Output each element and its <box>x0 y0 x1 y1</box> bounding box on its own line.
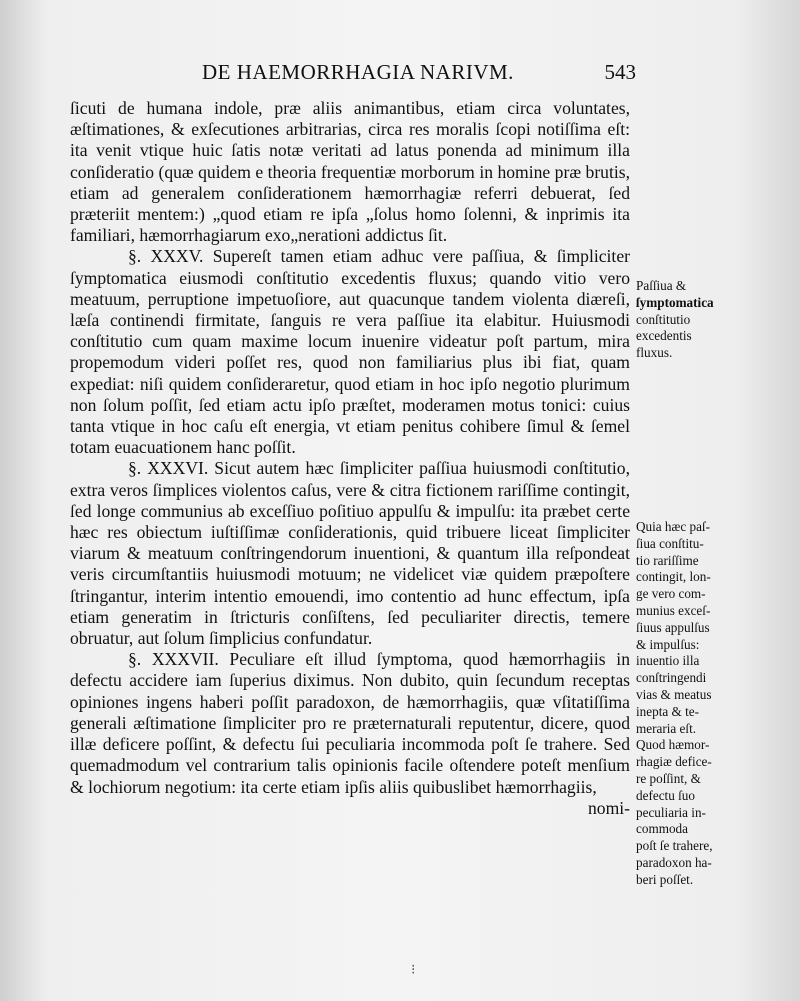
marginal-line: re poſſint, & <box>636 770 701 786</box>
marginal-line: contingit, lon- <box>636 569 711 585</box>
marginal-line: fluxus. <box>636 345 673 361</box>
marginal-line: Paſſiua & <box>636 278 687 293</box>
main-text <box>70 98 630 819</box>
marginal-line: commoda <box>636 821 689 837</box>
marginal-line: tio rariſſime <box>636 552 699 568</box>
marginal-line: Quod hæmor- <box>636 737 710 753</box>
marginal-line: ſiua conſtitu- <box>636 535 704 551</box>
marginal-line: inuentio illa <box>636 653 700 669</box>
paragraph-continuation: ſicuti de humana indole, præ aliis animantibus, etiam circa voluntates, æſtimationes, & exſecutiones arbitrarias, circa res moralis ſcopi notiſſima eſt: ita venit vtique huic ſatis notæ veritati ad latus ponenda ad minimum illa conſideratio (quæ quidem e theoria frequentiæ morborum in homine præ brutis, etiam ad generalem conſiderationem hæmorrhagiæ referri debuerat, ſed præteriit mentem:) „quod etiam re ipſa „ſolus homo ſolenni, & inprimis ita familiari, hæmorrhagiarum exo„nerationi addictus ſit. <box>70 98 630 246</box>
marginal-line: rhagiæ defice- <box>636 754 712 770</box>
marginal-note-1 <box>636 278 736 362</box>
marginal-line: beri poſſet. <box>636 871 694 887</box>
marginal-line: meraria eſt. <box>636 720 697 736</box>
marginal-line: peculiaria in- <box>636 804 706 820</box>
marginal-line: excedentis <box>636 328 692 344</box>
marginal-line: munius exceſ- <box>636 602 711 618</box>
marginal-line: poſt ſe trahere, <box>636 838 713 854</box>
marginal-line: Quia hæc paſ- <box>636 519 710 534</box>
marginal-line: ſymptomatica <box>636 294 714 310</box>
catchword: nomi- <box>587 797 630 818</box>
marginal-line: inepta & te- <box>636 703 699 719</box>
paragraph-section-36: §. XXXVI. Sicut autem hæc ſimpliciter paſſiua huiusmodi conſtitutio, extra veros ſimplices violentos caſus, vere & citra fictionem rariſſime contingit, ſed longe communius ab exceſſiuo poſitiuo appulſu & impulſu: ita præbet certe hæc res obiectum iuſtiſſimæ conſiderationis, quid tribuere liceat ſimpliciter viarum & meatuum conſtringendorum inuentioni, & quantum illa reſpondeat veris circumſtantiis huiusmodi motuum; ne videlicet viæ quidem præpoſtere ſtringantur, interim intentio emouendi, imo contentio ad hunc effectum, ipſa etiam generatim in ſtricturis conſiſtens, ſed peculiariter directis, temere obruatur, aut ſolum ſimplicius confundatur. <box>70 458 630 649</box>
marginal-line: ge vero com- <box>636 586 706 602</box>
marginal-line: ſiuus appulſus <box>636 619 710 635</box>
marginal-line: vias & meatus <box>636 686 712 702</box>
marginal-line: conſtringendi <box>636 670 707 686</box>
paragraph-section-35: §. XXXV. Supereſt tamen etiam adhuc vere paſſiua, & ſimpliciter ſymptomatica eiusmodi conſtitutio excedentis fluxus; quando vitio vero meatuum, perruptione impetuoſiore, aut quacunque tandem violenta diæreſi, læſa continendi firmitate, ſanguis re vera paſſiue ita elabitur. Huiusmodi conſtitutio cum quam maxime locum inuenire videatur poſt partum, mira propemodum videri poſſet res, quod non familiarius plus ibi fiat, quam expediat: niſi quidem conſideraretur, quod etiam in hoc ipſo negotio plurimum non ſolum poſſit, ſed etiam actu ipſo præſtet, moderamen motus tonici: cuius tanta vtique in hoc caſu eſt energia, vt etiam penitus cohibere ſimul & ſemel totam euacuationem hanc poſſit. <box>70 246 630 458</box>
marginal-line: defectu ſuo <box>636 787 695 803</box>
marginal-line: conſtitutio <box>636 311 691 327</box>
page-number: 543 <box>604 60 636 84</box>
footer-mark: ⁝ <box>411 963 416 978</box>
paragraph-section-37: §. XXXVII. Peculiare eſt illud ſymptoma, quod hæmorrhagiis in defectu accidere iam ſuperius diximus. Non dubito, quin ſecundum receptas opiniones ingens haberi poſſit paradoxon, de hæmorrhagiis, quæ vſitatiſſima generali æſtimatione ſimpliciter pro re præternaturali reputentur, dicere, quod illæ deficere poſſint, & defectu ſui peculiaria incommoda poſt ſe trahere. Sed quemadmodum vel contrarium talis opinionis facile oſtendere poteſt menſium & lochiorum negotium: ita certe etiam ipſis aliis quibuslibet hæmorrhagiis, <box>70 649 630 797</box>
marginal-note-2 <box>636 519 736 889</box>
marginal-line: & impulſus: <box>636 636 700 652</box>
running-title: DE HAEMORRHAGIA NARIVM. <box>202 60 514 84</box>
marginal-line: paradoxon ha- <box>636 854 712 870</box>
